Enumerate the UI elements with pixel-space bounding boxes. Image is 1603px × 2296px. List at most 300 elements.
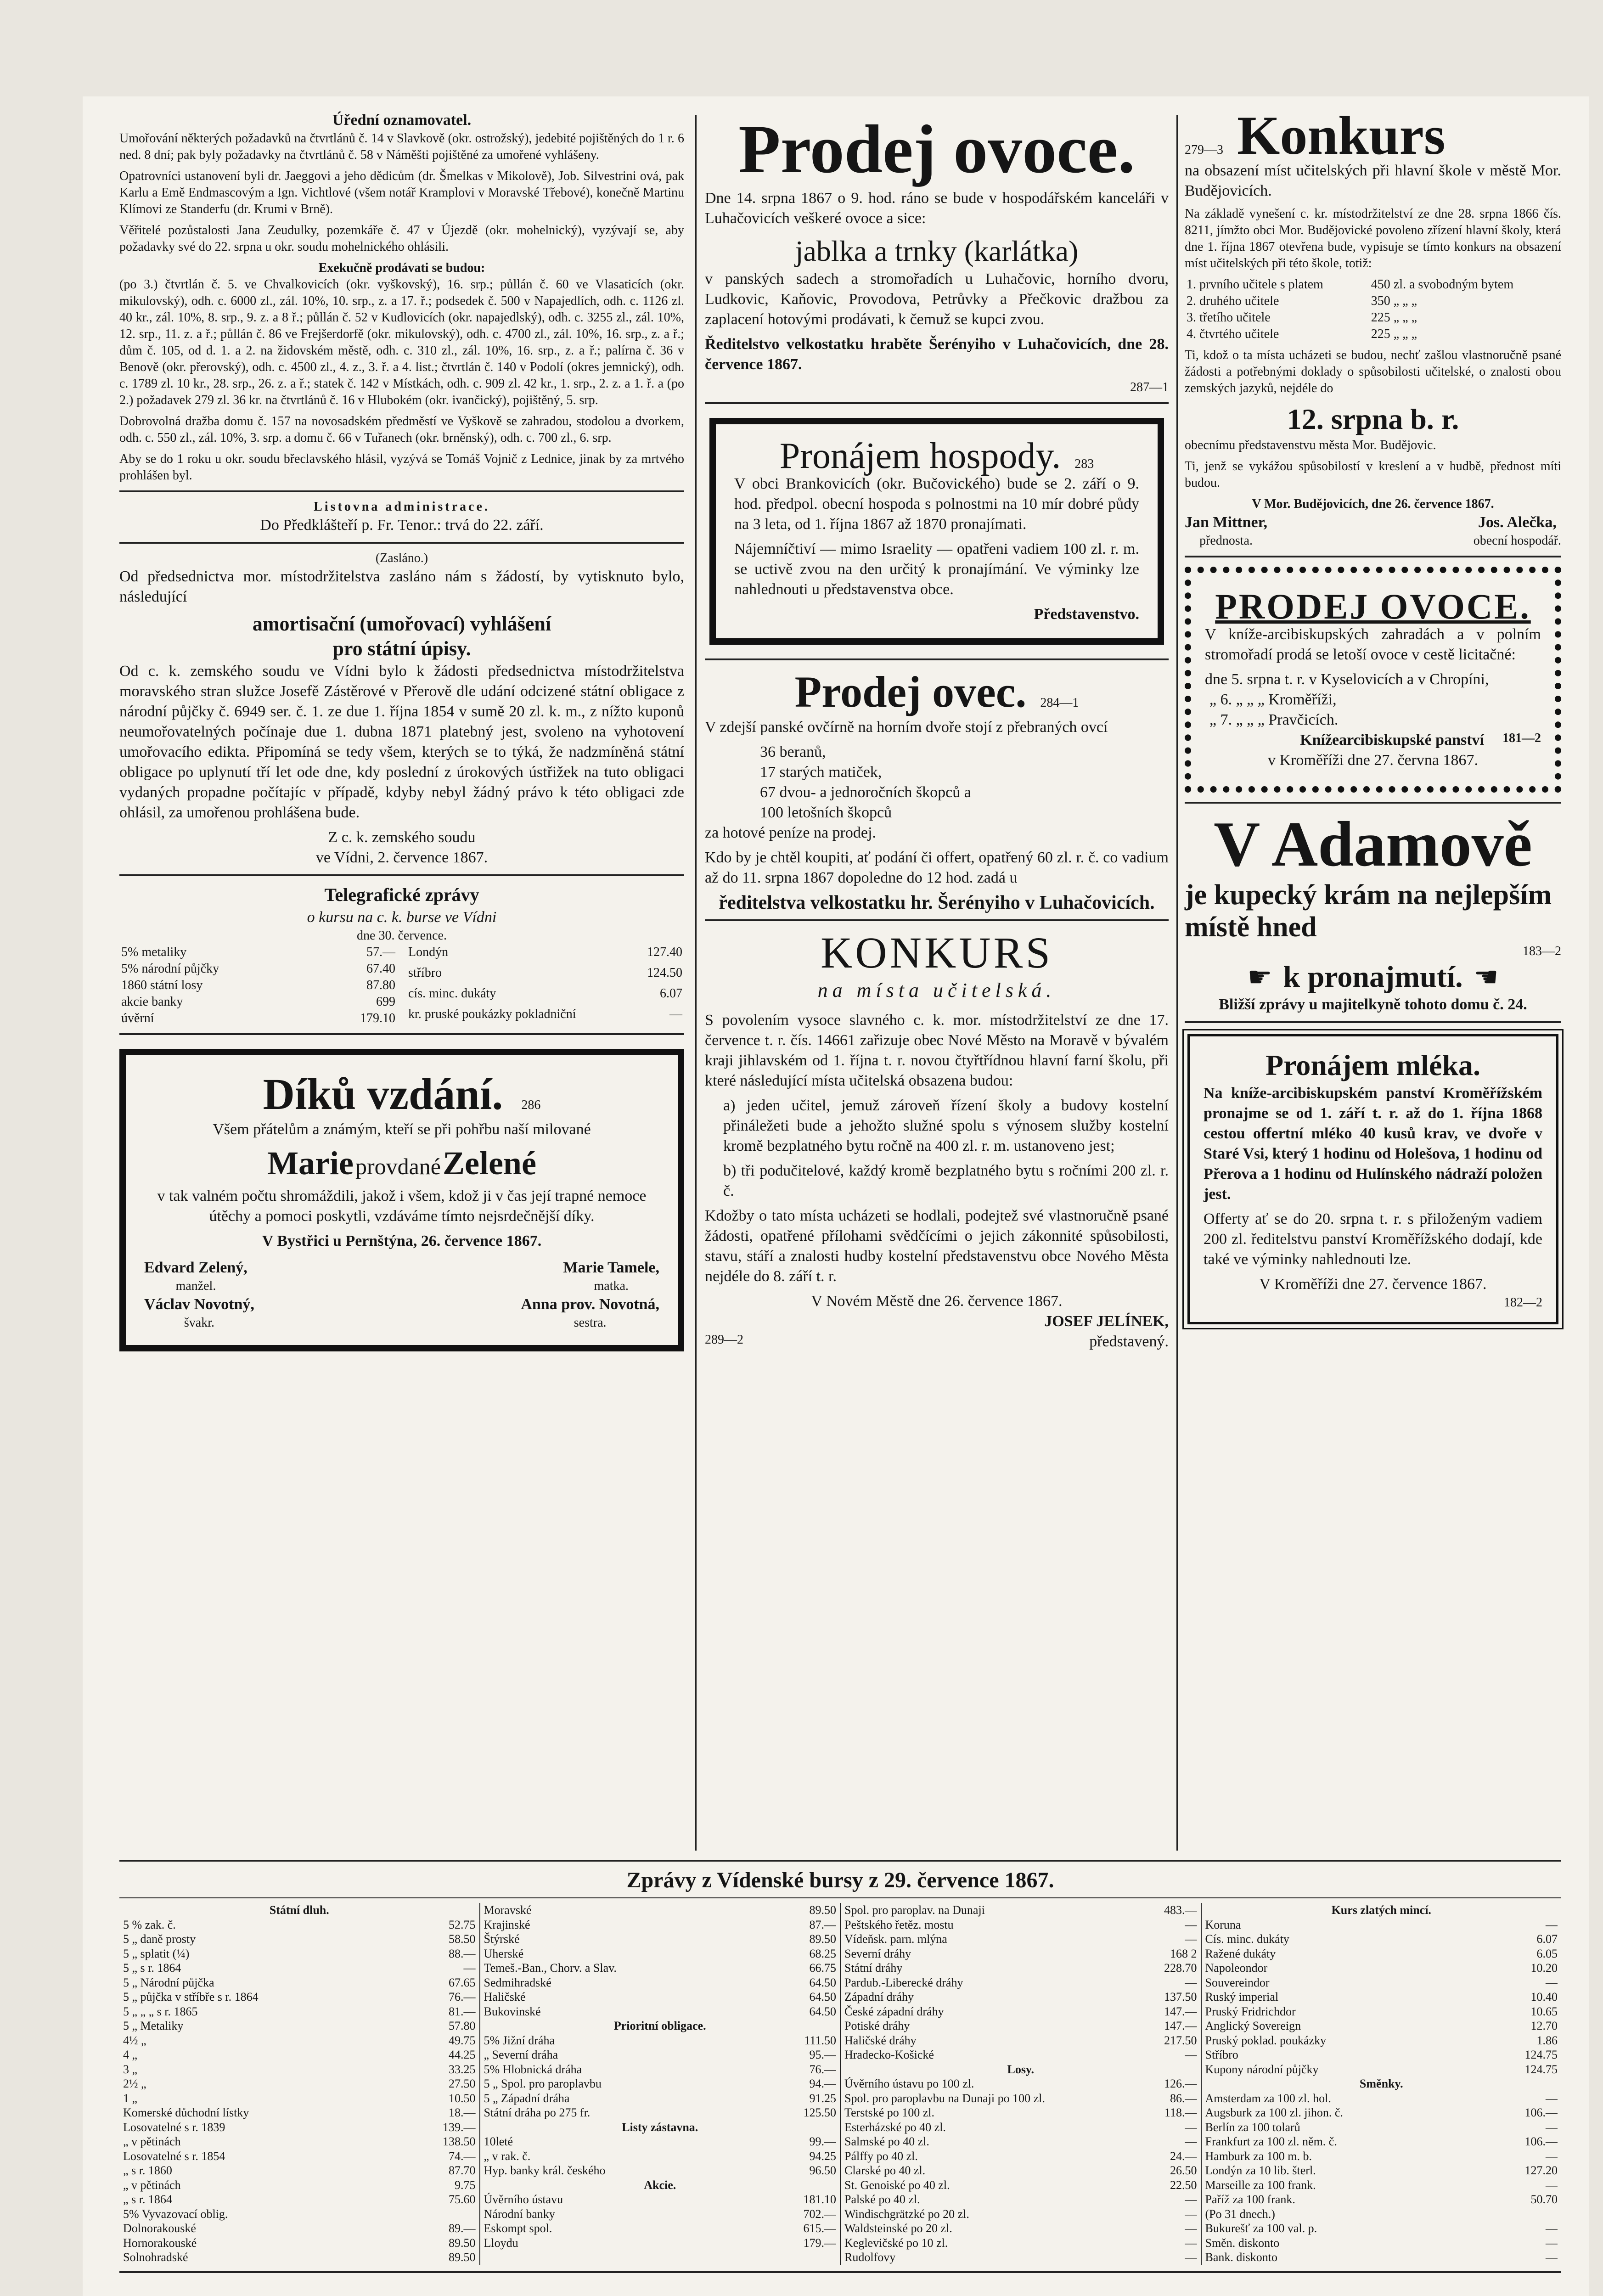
telegraph-row bbox=[119, 961, 397, 977]
bourse-row bbox=[484, 2192, 837, 2207]
bourse-row-label: „ Severní dráha bbox=[484, 2048, 558, 2061]
execution-paragraph: (po 3.) čtvrtlán č. 5. ve Chvalkovicích (okr. vyškovský), 16. srp.; půllán č. 60 ve Vlasaticích (okr. mikulovský), odh. c. 6000 zl., zál. 10%, 10. srp., z. a 17. ř.; podsedek č. 500 v Napajedlích, odh. c. 1126 zl. 40 kr., zál. 10%, 8. srp., 9. z. a 8 ř.; půllán č. 52 v Kudlovicích (okr. napajedlský), odh. c. 3255 zl., zál. 10%, 12. srp., 11. z. a ř.; půllán č. 86 ve Frejšerdorfě (okr. mikulovský), odh. c. 4700 zl., zál. 10%, 16. srp., z. a ř.; dům č. 105, od d. 1. a 2. na židovském městě, odh. c. 310 zl., zál. 10%, 16. srp., z. a ř.; palírna č. 36 v Benově (okr. přerovský), odh. c. 4500 zl., 4. z., 3. ř. a 4. list.; čtvrtlán č. 140 v Podolí (okres jemnický), odh. c. 1789 zl. 10 kr., 28. srp., 26. z. a ř.; statek č. 142 v Místkách, odh. c. 909 zl. 42 kr., 1. srp., 2. z. a 1. ř. a (po 2.) požadavek 279 zl. 36 kr. na čtvrtlánů č. 16 v Hlubokém (okr. ivančický), pojištěný, 5. srp. bbox=[119, 277, 684, 407]
bourse-row-value: — bbox=[1185, 2251, 1197, 2264]
milk-rental-title: Pronájem mléka. bbox=[1265, 1049, 1481, 1081]
bourse-row-label: Solnohradské bbox=[123, 2251, 188, 2264]
bourse-row-label: Koruna bbox=[1205, 1918, 1241, 1931]
divider bbox=[119, 490, 684, 492]
bourse-heading: Prioritní obligace. bbox=[613, 2019, 706, 2032]
bourse-row bbox=[1205, 1975, 1558, 1990]
bourse-row-label: 5 „ Spol. pro paroplavbu bbox=[484, 2077, 602, 2090]
bourse-row bbox=[123, 2004, 476, 2019]
bourse-row-label: Ražené dukáty bbox=[1205, 1947, 1276, 1960]
teacher-competition-signature: JOSEF JELÍNEK, bbox=[1044, 1313, 1169, 1330]
salary-row-label: 1. prvního učitele s platem bbox=[1187, 277, 1323, 292]
bourse-row-value: 125.50 bbox=[803, 2106, 836, 2119]
bourse-row-label: Salmské po 40 zl. bbox=[844, 2135, 929, 2148]
bourse-row-value: 89.50 bbox=[809, 1932, 836, 1946]
bourse-row-value: — bbox=[1546, 2120, 1558, 2134]
bourse-row-label: Bukurešť za 100 val. p. bbox=[1205, 2222, 1317, 2235]
bourse-row bbox=[1205, 2163, 1558, 2178]
signature-role: švakr. bbox=[184, 1316, 214, 1330]
bourse-row-value: — bbox=[1185, 2236, 1197, 2250]
bourse-row-value: 181.10 bbox=[803, 2193, 836, 2206]
bourse-row-label: Bank. diskonto bbox=[1205, 2251, 1277, 2264]
bourse-row-label: Lloydu bbox=[484, 2236, 518, 2250]
sheep-sale-header bbox=[705, 667, 1169, 717]
divider bbox=[705, 658, 1169, 660]
pub-rental-ad bbox=[709, 418, 1164, 645]
bourse-row bbox=[123, 2192, 476, 2207]
bourse-row-label: 5 „ Národní půjčka bbox=[123, 1975, 214, 1989]
bourse-row-value: 124.75 bbox=[1524, 2062, 1558, 2076]
official-title: Úřední oznamovatel. bbox=[332, 112, 472, 129]
telegraph-row bbox=[119, 977, 397, 994]
bourse-heading: Směnky. bbox=[1359, 2077, 1403, 2090]
telegraph-row-value: 179.10 bbox=[360, 1011, 395, 1025]
column-rule-1 bbox=[695, 115, 697, 1851]
bourse-row-value: 91.25 bbox=[809, 2091, 836, 2105]
bourse-row-value: — bbox=[1185, 2193, 1197, 2206]
mail-text: Do Předklášteří p. Fr. Tenor.: trvá do 22. září. bbox=[260, 517, 544, 534]
bourse-heading: Akcie. bbox=[644, 2178, 676, 2192]
milk-rental-body: Offerty ať se do 20. srpna t. r. s přiloženým vadiem 200 zl. ředitelstvu panství Kroměřížského dodají, kde také ve výminky nahlednouti lze. bbox=[1204, 1210, 1542, 1268]
bourse-row-label: Vídeňsk. parn. mlýna bbox=[844, 1932, 947, 1946]
bourse-row-value: 87.70 bbox=[449, 2164, 476, 2177]
bourse-row bbox=[484, 2077, 837, 2091]
bourse-row-value: 12.70 bbox=[1530, 2019, 1558, 2032]
telegraph-left-table bbox=[119, 944, 397, 1027]
bourse-row-label: Pardub.-Liberecké dráhy bbox=[844, 1975, 963, 1989]
bourse-row-value: 147.— bbox=[1164, 2004, 1197, 2018]
bourse-row bbox=[1205, 1961, 1558, 1975]
divider bbox=[119, 1897, 1561, 1898]
sheep-sale-title: Prodej ovec. bbox=[794, 667, 1027, 716]
bourse-row bbox=[844, 2236, 1197, 2251]
telegraph-row-value: 127.40 bbox=[647, 945, 682, 959]
fruit-auction-ad bbox=[1185, 567, 1561, 793]
bourse-row-value: 33.25 bbox=[449, 2062, 476, 2076]
bourse-row-value: 81.— bbox=[449, 2004, 476, 2018]
fruit-sale-title: Prodej ovoce. bbox=[738, 111, 1135, 187]
bourse-row-value: — bbox=[1546, 2091, 1558, 2105]
bourse-row bbox=[1205, 2236, 1558, 2251]
telegraph-row-label: Londýn bbox=[408, 945, 449, 959]
bourse-row bbox=[484, 2207, 837, 2222]
bourse-row-label: 3 „ bbox=[123, 2062, 138, 2076]
bourse-row-value: 111.50 bbox=[804, 2033, 836, 2047]
bourse-row bbox=[484, 2134, 837, 2149]
bourse-row-label: Stříbro bbox=[1205, 2048, 1238, 2061]
salary-row bbox=[1185, 326, 1561, 343]
bourse-row-label: 5 „ splatit (¼) bbox=[123, 1947, 190, 1960]
bourse-row-value: — bbox=[1546, 2149, 1558, 2163]
bourse-row-value: 96.50 bbox=[809, 2164, 836, 2177]
konkurs-header bbox=[1185, 105, 1561, 166]
divider bbox=[119, 1033, 684, 1035]
bourse-row-value: 147.— bbox=[1164, 2019, 1197, 2032]
bourse-row-label: Eskompt spol. bbox=[484, 2222, 552, 2235]
bourse-row-value: — bbox=[1185, 2207, 1197, 2221]
teacher-competition-body: S povolením vysoce slavného c. k. mor. místodržitelství ze dne 17. července t. r. čís. 14661 zařizuje obec Nové Město na Moravě v bývalém kraji jihlavském od 1. října t. r. novou čtyřtřídnou hlavní farní školu, při které následující místa učitelská obsazena budou: bbox=[705, 1012, 1169, 1089]
divider bbox=[1185, 1021, 1561, 1023]
bourse-row-label: Esterházské po 40 zl. bbox=[844, 2120, 946, 2134]
bourse-row bbox=[844, 2207, 1197, 2222]
bourse-heading: Kurs zlatých mincí. bbox=[1331, 1903, 1431, 1917]
bourse-row-label: Ruský imperial bbox=[1205, 1990, 1279, 2003]
bourse-row-value: 139.— bbox=[443, 2120, 476, 2134]
bourse-row bbox=[1205, 1990, 1558, 2004]
bourse-row-value: 702.— bbox=[803, 2207, 836, 2221]
telegraph-row-label: 1860 státní losy bbox=[121, 978, 203, 992]
bourse-row-label: Krajinské bbox=[484, 1918, 530, 1931]
bourse-row-label: Hyp. banky král. českého bbox=[484, 2164, 606, 2177]
ad-reference: 183—2 bbox=[1523, 944, 1561, 958]
bourse-row bbox=[123, 2033, 476, 2048]
bourse-row-label: 5% Jižní dráha bbox=[484, 2033, 555, 2047]
bourse-row-label: Státní dráha po 275 fr. bbox=[484, 2106, 591, 2119]
bourse-row-value: 64.50 bbox=[809, 1990, 836, 2003]
salary-row-label: 3. třetího učitele bbox=[1187, 310, 1271, 325]
konkurs-title: Konkurs bbox=[1237, 105, 1446, 166]
divider bbox=[119, 2271, 1561, 2273]
bourse-row-label: 5 „ Západní dráha bbox=[484, 2091, 570, 2105]
bourse-heading: Listy zástavna. bbox=[622, 2120, 698, 2134]
bourse-row-value: — bbox=[1185, 2222, 1197, 2235]
bourse-row-label: Paříž za 100 frank. bbox=[1205, 2193, 1295, 2206]
bourse-row-value: 88.— bbox=[449, 1947, 476, 1960]
bourse-row bbox=[484, 2033, 837, 2048]
bourse-row-value: — bbox=[1546, 1918, 1558, 1931]
pointing-hand-left-icon: ☚ bbox=[1474, 962, 1499, 992]
bourse-row-value: 137.50 bbox=[1164, 1990, 1197, 2003]
bourse-columns bbox=[119, 1903, 1561, 2265]
bourse-row bbox=[484, 1903, 837, 1918]
notice-heading: pro státní úpisy. bbox=[332, 637, 471, 660]
bourse-row-value: 99.— bbox=[809, 2135, 836, 2148]
bourse-row bbox=[844, 1918, 1197, 1932]
bourse-row-label: České západní dráhy bbox=[844, 2004, 944, 2018]
adamov-rent-row bbox=[1185, 960, 1561, 995]
bourse-heading: Losy. bbox=[1007, 2062, 1035, 2076]
bourse-row-label: Losovatelné s r. 1839 bbox=[123, 2120, 225, 2134]
bourse-row-label: Clarské po 40 zl. bbox=[844, 2164, 926, 2177]
bourse-row-label: Spol. pro paroplav. na Dunaji bbox=[844, 1903, 985, 1917]
telegraph-row bbox=[119, 994, 397, 1010]
bourse-title: Zprávy z Vídenské bursy z 29. července 1867. bbox=[626, 1868, 1054, 1892]
bourse-row-label: 5 % zak. č. bbox=[123, 1918, 176, 1931]
bourse-row-value: — bbox=[1185, 1932, 1197, 1946]
bourse-row bbox=[1205, 1947, 1558, 1961]
telegraph-row-value: — bbox=[669, 1007, 682, 1021]
bourse-row-value: 26.50 bbox=[1170, 2164, 1197, 2177]
fruit-sale-items: jablka a trnky (karlátka) bbox=[795, 235, 1079, 267]
signature-name: Marie Tamele, bbox=[563, 1259, 659, 1276]
bourse-row-value: 89.50 bbox=[449, 2251, 476, 2264]
ad-reference: 283 bbox=[1074, 457, 1094, 471]
bourse-heading: Státní dluh. bbox=[269, 1903, 329, 1917]
adamov-body: je kupecký krám na nejlepším místě hned bbox=[1185, 879, 1552, 943]
bourse-column-state-debt bbox=[119, 1903, 480, 2265]
bourse-row bbox=[844, 1932, 1197, 1947]
telegraph-row-value: 699 bbox=[376, 995, 395, 1009]
teacher-competition-role: představený. bbox=[1089, 1333, 1169, 1350]
bourse-row-value: 67.65 bbox=[449, 1975, 476, 1989]
telegraph-row bbox=[406, 985, 684, 1006]
bourse-row-value: 118.— bbox=[1164, 2106, 1197, 2119]
bourse-row bbox=[844, 1961, 1197, 1975]
bourse-row-label: „ v pětinách bbox=[123, 2178, 181, 2192]
bourse-row bbox=[844, 2221, 1197, 2236]
bourse-row-value: 27.50 bbox=[449, 2077, 476, 2090]
bourse-row-value: 615.— bbox=[803, 2222, 836, 2235]
bourse-row bbox=[844, 1990, 1197, 2004]
bourse-row-label: Státní dráhy bbox=[844, 1961, 903, 1975]
bourse-row-value: 76.— bbox=[809, 2062, 836, 2076]
bourse-row-label: Terstské po 100 zl. bbox=[844, 2106, 935, 2119]
telegraph-row-value: 57.— bbox=[366, 945, 395, 959]
bourse-row-label: Severní dráhy bbox=[844, 1947, 911, 1960]
sheep-list-item: 67 dvou- a jednoročních škopců a bbox=[760, 784, 971, 801]
teacher-competition-place: V Novém Městě dne 26. července 1867. bbox=[811, 1293, 1063, 1310]
salary-row-value: 225 „ „ „ bbox=[1371, 310, 1417, 325]
bourse-row bbox=[123, 2077, 476, 2091]
bourse-row-value: 9.75 bbox=[455, 2178, 476, 2192]
bourse-row bbox=[484, 1961, 837, 1975]
bourse-row-label: Palské po 40 zl. bbox=[844, 2193, 920, 2206]
bourse-row-label: 2½ „ bbox=[123, 2077, 146, 2090]
bourse-row bbox=[1205, 2062, 1558, 2077]
ad-reference: 279—3 bbox=[1185, 143, 1223, 157]
bourse-row-label: Napoleondor bbox=[1205, 1961, 1268, 1975]
bourse-row-label: 5% Vyvazovací oblig. bbox=[123, 2207, 228, 2221]
bourse-row-value: 18.— bbox=[449, 2106, 476, 2119]
bourse-row-label: Uherské bbox=[484, 1947, 524, 1960]
ad-reference: 181—2 bbox=[1502, 731, 1541, 745]
bourse-row-value: 10.40 bbox=[1530, 1990, 1558, 2003]
bourse-row bbox=[123, 2221, 476, 2236]
bourse-row-value: 24.— bbox=[1170, 2149, 1197, 2163]
telegraph-row-value: 6.07 bbox=[660, 986, 682, 1001]
salary-row bbox=[1185, 276, 1561, 293]
bourse-row-label: Směn. diskonto bbox=[1205, 2236, 1280, 2250]
bourse-row-label: Cís. minc. dukáty bbox=[1205, 1932, 1289, 1946]
column-rule-2 bbox=[1176, 115, 1178, 1851]
bourse-row-value: 127.20 bbox=[1524, 2164, 1558, 2177]
fruit-auction-body: V kníže-arcibiskupských zahradách a v polním stromořadí prodá se letoší ovoce v cestě licitačné: bbox=[1205, 626, 1541, 663]
bourse-row-label: Frankfurt za 100 zl. něm. č. bbox=[1205, 2135, 1337, 2148]
bourse-row-value: 75.60 bbox=[449, 2193, 476, 2206]
bourse-row-label: 10leté bbox=[484, 2135, 513, 2148]
bourse-row-value: — bbox=[1185, 2120, 1197, 2134]
sheep-sale-body: Kdo by je chtěl koupiti, ať podání či offert, opatřený 60 zl. r. č. co vadium až do 11. srpna 1867 dopoledne do 12 hod. zadá u bbox=[705, 849, 1169, 886]
bourse-row bbox=[1205, 1932, 1558, 1947]
fruit-auction-date: „ 7. „ „ „ Pravčicích. bbox=[1209, 711, 1339, 728]
bourse-row-value: — bbox=[1546, 1975, 1558, 1989]
bourse-row-value: 10.50 bbox=[449, 2091, 476, 2105]
fruit-sale-body: v panských sadech a stromořadích u Luhačovic, horního dvoru, Ludkovic, Kaňovic, Provodova, Petrůvky a Přečkovic dražbou za zaplacení hotovými prodávati, k čemuž se kupci zvou. bbox=[705, 270, 1169, 328]
notice-intro: Od předsednictva mor. místodržitelstva zasláno nám s žádostí, by vytisknuto bylo, následující bbox=[119, 568, 684, 605]
bourse-row bbox=[1205, 2091, 1558, 2106]
fruit-sale-intro: Dne 14. srpna 1867 o 9. hod. ráno se bude v hospodářském kanceláři v Luhačovicích veškeré ovoce a sice: bbox=[705, 190, 1169, 227]
bourse-row-value: 64.50 bbox=[809, 1975, 836, 1989]
telegraph-row bbox=[406, 944, 684, 965]
official-paragraph: Věřitelé pozůstalosti Jana Zeudulky, pozemkáře č. 47 v Újezdě (okr. mohelnický), vyzývají se, aby požadavky své do 22. srpna u okr. soudu mohelnického ohlásili. bbox=[119, 223, 684, 254]
bourse-row bbox=[123, 1932, 476, 1947]
bourse-row-label: Pálffy po 40 zl. bbox=[844, 2149, 918, 2163]
bourse-row bbox=[123, 2062, 476, 2077]
bourse-row-value: 1.86 bbox=[1536, 2033, 1558, 2047]
bourse-row-value: — bbox=[463, 1961, 476, 1975]
fruit-auction-date: dne 5. srpna t. r. v Kyselovicích a v Chropíni, bbox=[1205, 671, 1489, 688]
column-1 bbox=[119, 110, 684, 1351]
bourse-row-label: Marseille za 100 frank. bbox=[1205, 2178, 1316, 2192]
bourse-row-value: 57.80 bbox=[449, 2019, 476, 2032]
telegraph-row-label: stříbro bbox=[408, 966, 442, 980]
pub-rental-title: Pronájem hospody. bbox=[779, 436, 1061, 476]
konkurs-intro: na obsazení míst učitelských při hlavní škole v městě Mor. Budějovicích. bbox=[1185, 162, 1561, 199]
bourse-row bbox=[484, 1932, 837, 1947]
signature-role: manžel. bbox=[175, 1279, 216, 1293]
bourse-row-value: 6.07 bbox=[1536, 1932, 1558, 1946]
bourse-row bbox=[484, 1990, 837, 2004]
bourse-row-label: Pruský poklad. poukázky bbox=[1205, 2033, 1327, 2047]
bourse-row-label: 5 „ s r. 1864 bbox=[123, 1961, 181, 1975]
bourse-row bbox=[484, 2105, 837, 2120]
ad-reference: 284—1 bbox=[1040, 696, 1079, 710]
signature-role: obecní hospodář. bbox=[1473, 534, 1561, 548]
thanks-ad bbox=[119, 1049, 684, 1351]
bourse-section bbox=[119, 1860, 1561, 2279]
bourse-row bbox=[844, 1947, 1197, 1961]
sheep-list-item: 17 starých matiček, bbox=[760, 764, 882, 781]
adamov-details: Bližší zprávy u majitelkyně tohoto domu č. 24. bbox=[1219, 996, 1527, 1013]
konkurs-body: obecnímu představenstvu města Mor. Budějovic. bbox=[1185, 438, 1436, 452]
bourse-row bbox=[484, 2221, 837, 2236]
signature-name: Jos. Alečka, bbox=[1478, 514, 1557, 531]
bourse-row-label: Dolnorakouské bbox=[123, 2222, 196, 2235]
bourse-row bbox=[844, 2163, 1197, 2178]
signatures-row bbox=[144, 1294, 659, 1331]
signature-name: Edvard Zelený, bbox=[144, 1259, 247, 1276]
salary-row-label: 4. čtvrtého učitele bbox=[1187, 327, 1279, 341]
bourse-column-coins bbox=[1202, 1903, 1562, 2265]
bourse-row-value: — bbox=[1185, 1975, 1197, 1989]
konkurs-place: V Mor. Budějovicích, dne 26. července 1867. bbox=[1252, 497, 1494, 511]
bourse-row-label: Bukovinské bbox=[484, 2004, 541, 2018]
bourse-row-value: 10.65 bbox=[1530, 2004, 1558, 2018]
teacher-competition-subtitle: na místa učitelská. bbox=[817, 979, 1056, 1002]
bourse-row bbox=[1205, 2105, 1558, 2120]
official-paragraph: Opatrovníci ustanovení byli dr. Jaeggovi a jeho dědicům (dr. Šmelkas v Mikolově), Job. Silvestrini ová, pak Karlu a Emě Endmascovým a Ign. Vichtlové (všem notář Kramplovi v Moravské Třebové), konečně Martinu Klímovi ze Standerfu (dr. Krumi v Brně). bbox=[119, 169, 684, 216]
telegraph-row-label: kr. pruské poukázky pokladniční bbox=[408, 1007, 576, 1021]
bourse-row-value: 44.25 bbox=[449, 2048, 476, 2061]
telegraph-row bbox=[406, 1006, 684, 1027]
bourse-row-label: Peštského řetěz. mostu bbox=[844, 1918, 954, 1931]
teacher-competition-item: b) tři podučitelové, každý kromě bezplatného bytu s ročními 200 zl. r. č. bbox=[723, 1162, 1169, 1199]
bourse-row-label: Haličské bbox=[484, 1990, 526, 2003]
bourse-row-value: 106.— bbox=[1524, 2135, 1558, 2148]
bourse-row bbox=[123, 2105, 476, 2120]
bourse-row bbox=[1205, 2250, 1558, 2265]
bourse-row-label: Komerské důchodní lístky bbox=[123, 2106, 249, 2119]
bourse-row-label: Windischgrätzké po 20 zl. bbox=[844, 2207, 969, 2221]
column-3 bbox=[1185, 105, 1561, 1335]
bourse-row-label: 4½ „ bbox=[123, 2033, 146, 2047]
bourse-row-value: 64.50 bbox=[809, 2004, 836, 2018]
bourse-row-value: 89.50 bbox=[809, 1903, 836, 1917]
bourse-row-value: 87.— bbox=[809, 1918, 836, 1931]
divider bbox=[119, 542, 684, 544]
bourse-row bbox=[484, 1975, 837, 1990]
bourse-row-label: Úvěrního ústavu bbox=[484, 2193, 563, 2206]
bourse-row bbox=[484, 2091, 837, 2106]
sent-label: (Zasláno.) bbox=[375, 551, 428, 565]
bourse-row-label: Augsburk za 100 zl. jihon. č. bbox=[1205, 2106, 1343, 2119]
bourse-row-value: 483.— bbox=[1164, 1903, 1197, 1917]
bourse-row bbox=[1205, 2149, 1558, 2164]
telegraph-row-value: 124.50 bbox=[647, 966, 682, 980]
signatures-row bbox=[1185, 512, 1561, 549]
bourse-row bbox=[123, 2149, 476, 2164]
bourse-row-label: 5 „ „ „ s r. 1865 bbox=[123, 2004, 198, 2018]
bourse-row-value: 217.50 bbox=[1164, 2033, 1197, 2047]
thanks-place: V Bystřici u Pernštýna, 26. července 1867. bbox=[262, 1232, 542, 1249]
bourse-row-value: — bbox=[1546, 2222, 1558, 2235]
bourse-row bbox=[1205, 2048, 1558, 2062]
fruit-auction-date: „ 6. „ „ „ Kroměříži, bbox=[1209, 691, 1337, 708]
bourse-row bbox=[123, 1918, 476, 1932]
bourse-row bbox=[484, 2004, 837, 2019]
thanks-body: v tak valném počtu shromáždili, jakož i všem, kdož ji v čas její trapné nemoce útěchy a pomoci poskytli, vzdáváme tímto nejsrdečnější díky. bbox=[157, 1187, 647, 1225]
salary-row-value: 450 zl. a svobodným bytem bbox=[1371, 277, 1514, 292]
bourse-row-label: Berlín za 100 tolarů bbox=[1205, 2120, 1300, 2134]
sheep-list-item: 100 letošních škopců bbox=[760, 804, 892, 821]
bourse-row bbox=[844, 1975, 1197, 1990]
notice-date: ve Vídni, 2. července 1867. bbox=[315, 849, 488, 866]
bourse-row-value: — bbox=[1546, 2178, 1558, 2192]
bourse-row-value: — bbox=[1185, 1918, 1197, 1931]
deceased-first-name: Marie bbox=[267, 1145, 354, 1182]
bourse-row-value: 52.75 bbox=[449, 1918, 476, 1931]
bourse-row bbox=[1205, 2221, 1558, 2236]
konkurs-body: Ti, kdož o ta místa ucházeti se budou, nechť zašlou vlastnoručně psané žádosti a potřebnými doklady o spůsobilosti učitelské, o znalosti obou zemských jazyků, nejdéle do bbox=[1185, 348, 1561, 395]
bourse-row-label: Kupony národní půjčky bbox=[1205, 2062, 1319, 2076]
deceased-maiden-label: provdané bbox=[355, 1154, 441, 1179]
bourse-row-value: 89.— bbox=[449, 2222, 476, 2235]
bourse-row-label: 5 „ Metaliky bbox=[123, 2019, 184, 2032]
bourse-row bbox=[1205, 2019, 1558, 2033]
signatures-row bbox=[144, 1258, 659, 1294]
sheep-list-item: 36 beranů, bbox=[760, 743, 826, 760]
pub-rental-body: Nájemníčtiví — mimo Israelity — opatřeni vadiem 100 zl. r. m. se uctivě zvou na den určitý k pronajímání. Ve výminky lze nahlednouti u představenstva obce. bbox=[734, 540, 1139, 598]
sheep-sale-signature: ředitelstva velkostatku hr. Šerényiho v Luhačovicích. bbox=[719, 892, 1155, 913]
telegraph-row-label: cís. minc. dukáty bbox=[408, 986, 496, 1001]
signature-name: Václav Novotný, bbox=[144, 1296, 254, 1313]
bourse-row bbox=[123, 2091, 476, 2106]
bourse-row bbox=[484, 2163, 837, 2178]
bourse-row-label: Potiské dráhy bbox=[844, 2019, 910, 2032]
bourse-row-value: — bbox=[1546, 2251, 1558, 2264]
bourse-row bbox=[484, 2048, 837, 2062]
telegraph-row-label: akcie banky bbox=[121, 995, 183, 1009]
bourse-row bbox=[844, 2048, 1197, 2062]
bourse-row bbox=[484, 2062, 837, 2077]
execution-title: Exekučně prodávati se budou: bbox=[318, 261, 485, 275]
bourse-row bbox=[123, 2178, 476, 2193]
bourse-row bbox=[844, 2120, 1197, 2135]
konkurs-body: Ti, jenž se vykážou spůsobilostí v kreslení a v hudbě, přednost míti budou. bbox=[1185, 459, 1561, 490]
